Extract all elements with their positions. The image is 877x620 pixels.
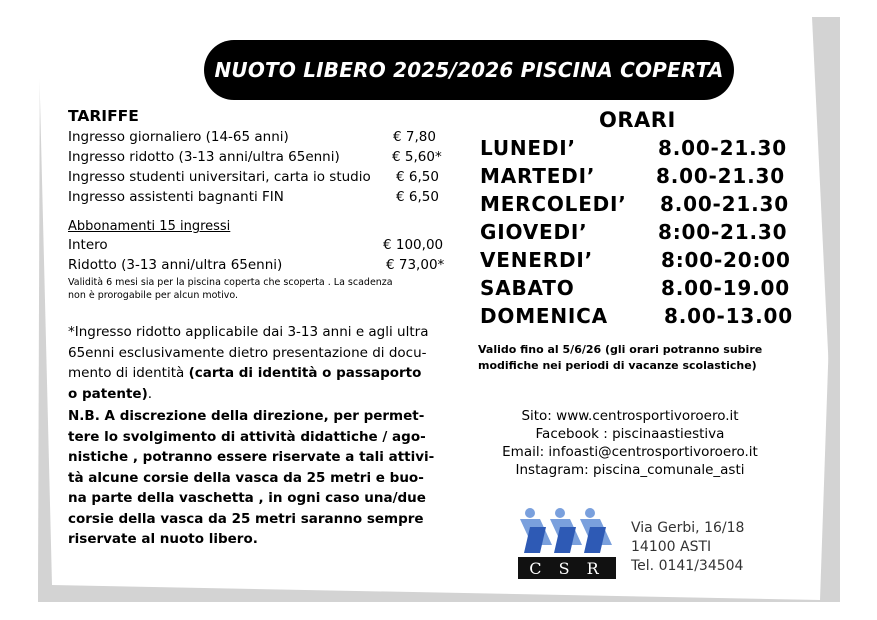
address-city: 14100 ASTI [631,539,712,555]
day-hours: 8:00-20:00 [661,248,791,272]
orari-validity: Valido fino al 5/6/26 (gli orari potranno subire [478,343,763,356]
website-link[interactable]: Sito: www.centrosportivoroero.it [521,408,739,424]
day-hours: 8.00-21.30 [656,164,785,188]
page-title: NUOTO LIBERO 2025/2026 PISCINA COPERTA [204,40,734,100]
abbonamenti-heading: Abbonamenti 15 ingressi [68,219,231,234]
nb-paragraph: N.B. A discrezione della direzione, per permet- tere lo svolgimento di attività didattiche / ago- nistiche , potranno essere riservate a tali attivi- tà alcune corsie della vasca da 25 metri e buo- na parte della vaschetta , in ogni caso una/due corsie della vasca da 25 metri saranno sempre riservate al nuoto libero. [68,408,435,547]
orari-heading: ORARI [599,108,676,132]
day-hours: 8.00-21.30 [658,136,787,160]
tariffa-label: Ingresso studenti universitari, carta io studio [68,169,371,185]
address-phone: Tel. 0141/34504 [631,558,744,574]
csr-logo-text: C S R [529,559,605,578]
day-label: SABATO [480,276,575,300]
tariffa-price: € 6,50 [396,169,439,185]
day-label: MARTEDI’ [480,164,596,188]
day-label: DOMENICA [480,304,608,328]
abbonamento-label: Intero [68,237,108,253]
validity-note: non è prorogabile per alcun motivo. [68,290,239,301]
day-hours: 8.00-19.00 [661,276,790,300]
tariffe-heading: TARIFFE [68,107,139,125]
day-label: GIOVEDI’ [480,220,588,244]
day-label: LUNEDI’ [480,136,576,160]
address-street: Via Gerbi, 16/18 [631,520,745,536]
validity-note: Validità 6 mesi sia per la piscina coperta che scoperta . La scadenza [68,277,393,288]
tariffa-label: Ingresso ridotto (3-13 anni/ultra 65enni) [68,149,340,165]
tariffa-price: € 5,60* [392,149,442,165]
csr-logo-icon [516,505,618,581]
day-label: VENERDI’ [480,248,593,272]
day-hours: 8.00-13.00 [664,304,793,328]
tariffa-label: Ingresso giornaliero (14-65 anni) [68,129,289,145]
day-hours: 8:00-21.30 [658,220,788,244]
facebook-link[interactable]: Facebook : piscinaastiestiva [535,426,725,442]
day-hours: 8.00-21.30 [660,192,789,216]
day-label: MERCOLEDI’ [480,192,627,216]
instagram-link[interactable]: Instagram: piscina_comunale_asti [515,462,745,478]
abbonamento-label: Ridotto (3-13 anni/ultra 65enni) [68,257,283,273]
tariffa-label: Ingresso assistenti bagnanti FIN [68,189,284,205]
tariffa-price: € 7,80 [393,129,436,145]
abbonamento-price: € 100,00 [383,237,444,253]
tariffa-price: € 6,50 [396,189,439,205]
orari-validity: modifiche nei periodi di vacanze scolastiche) [478,359,757,372]
note-ridotto: *Ingresso ridotto applicabile dai 3-13 anni e agli ultra 65enni esclusivamente dietro presentazione di docu- mento di identità (carta di identità o passaporto o patente). [68,324,429,402]
email-link[interactable]: Email: infoasti@centrosportivoroero.it [502,444,758,460]
abbonamento-price: € 73,00* [386,257,445,273]
